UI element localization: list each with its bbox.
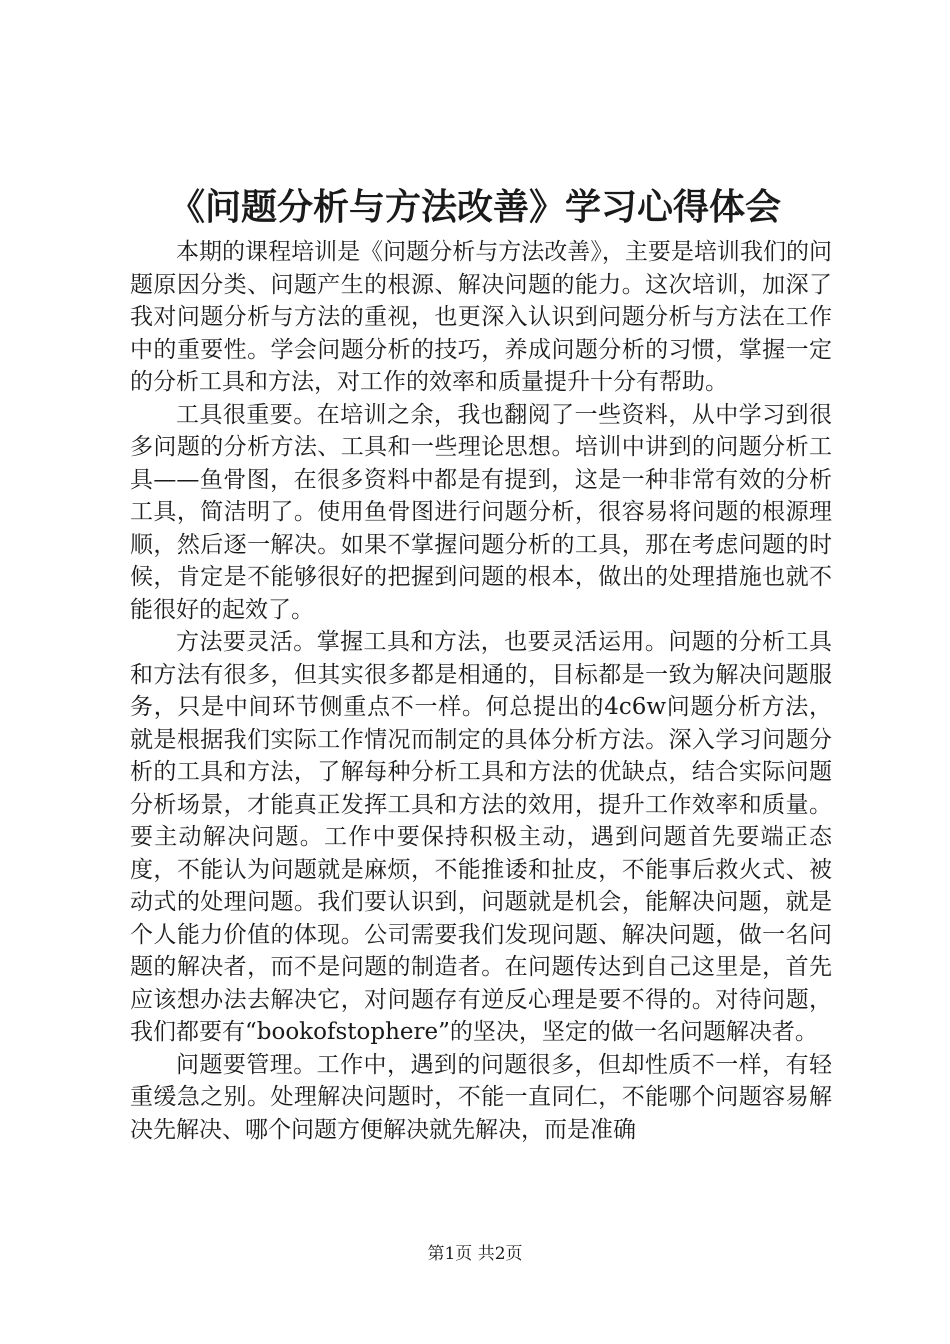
paragraph: 本期的课程培训是《问题分析与方法改善》，主要是培训我们的问题原因分类、问题产生的根源、解决问题的能力。这次培训，加深了我对问题分析与方法的重视，也更深入认识到问题分析与方法在工作中的重要性。学会问题分析的技巧，养成问题分析的习惯，掌握一定的分析工具和方法，对工作的效率和质量提升十分有帮助。: [130, 239, 832, 395]
page-number-footer: 第1页 共2页: [427, 1244, 523, 1264]
paragraph: 方法要灵活。掌握工具和方法，也要灵活运用。问题的分析工具和方法有很多，但其实很多都是相通的，目标都是一致为解决问题服务，只是中间环节侧重点不一样。何总提出的4c6w问题分析方法，就是根据我们实际工作情况而制定的具体分析方法。深入学习问题分析的工具和方法，了解每种分析工具和方法的优缺点，结合实际问题分析场景，才能真正发挥工具和方法的效用，提升工作效率和质量。要主动解决问题。工作中要保持积极主动，遇到问题首先要端正态度，不能认为问题就是麻烦，不能推诿和扯皮，不能事后救火式、被动式的处理问题。我们要认识到，问题就是机会，能解决问题，就是个人能力价值的体现。公司需要我们发现问题、解决问题，做一名问题的解决者，而不是问题的制造者。在问题传达到自己这里是，首先应该想办法去解决它，对问题存有逆反心理是要不得的。对待问题，我们都要有“bookofstophere”的坚决，坚定的做一名问题解决者。: [130, 629, 832, 1045]
document-body: [130, 236, 832, 1146]
document-title: 《问题分析与方法改善》学习心得体会: [168, 187, 781, 228]
paragraph: 问题要管理。工作中，遇到的问题很多，但却性质不一样，有轻重缓急之别。处理解决问题时，不能一直同仁，不能哪个问题容易解决先解决、哪个问题方便解决就先解决，而是准确: [130, 1051, 832, 1143]
paragraph: 工具很重要。在培训之余，我也翻阅了一些资料，从中学习到很多问题的分析方法、工具和一些理论思想。培训中讲到的问题分析工具——鱼骨图，在很多资料中都是有提到，这是一种非常有效的分析工具，简洁明了。使用鱼骨图进行问题分析，很容易将问题的根源理顺，然后逐一解决。如果不掌握问题分析的工具，那在考虑问题的时候，肯定是不能够很好的把握到问题的根本，做出的处理措施也就不能很好的起效了。: [130, 401, 832, 623]
